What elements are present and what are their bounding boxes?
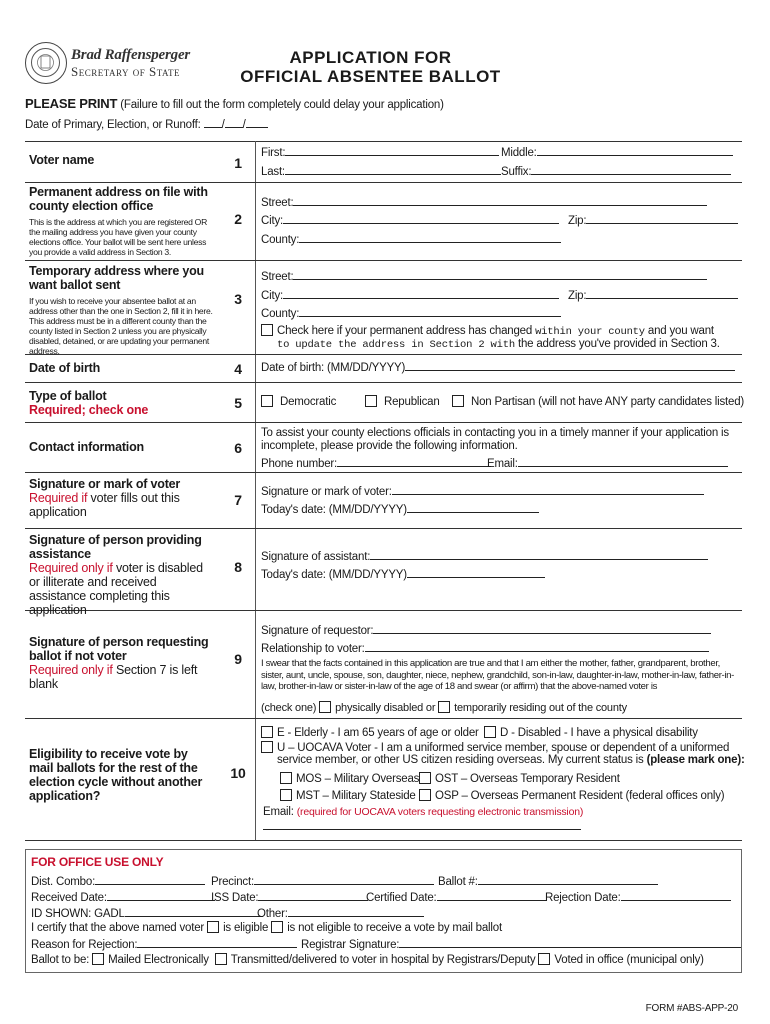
uocava-label: U – UOCAVA Voter - I am a uniformed service member, spouse or dependent of a uniformed — [277, 742, 730, 754]
email-label: Email: — [487, 458, 518, 470]
section-7-number: 7 — [234, 492, 242, 508]
city-label: City: — [261, 215, 284, 227]
section-voter-name — [25, 141, 742, 183]
election-day-field[interactable] — [225, 117, 243, 128]
voter-signature-label: Signature or mark of voter: — [261, 486, 392, 498]
ballot-number-label: Ballot #: — [438, 876, 478, 888]
uocava-text-3: (please mark one): — [646, 754, 745, 766]
address-changed-text-d: to update the address in Section 2 with — [277, 339, 515, 351]
uocava-text-2: service member, or other US citizen residing overseas. My current status is — [277, 754, 644, 766]
assistant-signature-label: Signature of assistant: — [261, 551, 371, 563]
section-9-required: Required only if — [29, 663, 113, 677]
registrar-signature-field[interactable] — [399, 937, 741, 948]
section-contact-info — [25, 423, 742, 473]
section-requestor-signature — [25, 611, 742, 719]
section-8-required: Required only if — [29, 561, 113, 575]
voter-date-label: Today's date: (MM/DD/YYYY) — [261, 504, 407, 516]
section-2-number: 2 — [234, 211, 242, 227]
is-eligible-checkbox[interactable] — [207, 921, 219, 933]
is-eligible-label: is eligible — [223, 922, 269, 934]
section-voter-signature — [25, 473, 742, 529]
section-6-number: 6 — [234, 440, 242, 456]
section-1-label: Voter name — [29, 153, 95, 167]
section-7-label: Signature or mark of voter — [29, 477, 181, 491]
temporary-county-field[interactable] — [299, 306, 561, 317]
last-name-field[interactable] — [285, 164, 501, 175]
temporary-zip-field[interactable] — [586, 288, 738, 299]
voted-checkbox[interactable] — [538, 953, 550, 965]
middle-name-label: Middle: — [501, 147, 537, 159]
section-8-number: 8 — [234, 559, 242, 575]
section-8-label: Signature of person providing assistance — [29, 533, 202, 561]
voter-signature-field[interactable] — [392, 484, 704, 495]
street-label: Street: — [261, 271, 294, 283]
ost-checkbox[interactable] — [419, 772, 431, 784]
official-title: Secretary of State — [71, 64, 181, 79]
mailed-label: Mailed Electronically — [108, 954, 209, 966]
mos-label: MOS – Military Overseas — [296, 773, 420, 785]
contact-email-field[interactable] — [518, 456, 728, 467]
zip-label: Zip: — [568, 215, 587, 227]
section-assistant-signature — [25, 529, 742, 617]
office-use-title: FOR OFFICE USE ONLY — [31, 855, 164, 869]
relationship-field[interactable] — [365, 641, 709, 652]
first-name-field[interactable] — [285, 145, 499, 156]
precinct-field[interactable] — [254, 874, 434, 885]
section-8-required-rest: voter is disabled or illiterate and received assistance completing this application — [29, 561, 203, 617]
election-year-field[interactable] — [246, 117, 268, 128]
other-field[interactable] — [288, 906, 424, 917]
requestor-signature-field[interactable] — [373, 623, 711, 634]
first-name-label: First: — [261, 147, 286, 159]
middle-name-field[interactable] — [537, 145, 733, 156]
ballot-number-field[interactable] — [478, 874, 658, 885]
form-title-line-2: OFFICIAL ABSENTEE BALLOT — [240, 67, 501, 86]
check-one-label: (check one) — [261, 702, 317, 714]
section-6-label: Contact information — [29, 440, 144, 454]
other-label: Other: — [257, 908, 288, 920]
osp-label: OSP – Overseas Permanent Resident (federal offices only) — [435, 790, 725, 802]
section-5-required: Required; check one — [29, 403, 149, 417]
section-4-label: Date of birth — [29, 361, 101, 375]
form-number: FORM #ABS-APP-20 — [645, 1003, 738, 1014]
certified-date-field[interactable] — [437, 890, 547, 901]
permanent-city-field[interactable] — [283, 213, 559, 224]
section-4-number: 4 — [234, 361, 242, 377]
dob-label: Date of birth: (MM/DD/YYYY) — [261, 362, 406, 374]
section-date-of-birth — [25, 355, 742, 383]
section-3-number: 3 — [234, 291, 242, 307]
democratic-checkbox[interactable] — [261, 395, 273, 407]
section-1-number: 1 — [234, 155, 242, 171]
temporary-city-field[interactable] — [283, 288, 559, 299]
permanent-county-field[interactable] — [299, 232, 561, 243]
democratic-label: Democratic — [280, 396, 337, 408]
republican-checkbox[interactable] — [365, 395, 377, 407]
section-9-required-rest: Section 7 is left blank — [29, 663, 198, 691]
mst-checkbox[interactable] — [280, 789, 292, 801]
section-eligibility — [25, 719, 745, 841]
phone-label: Phone number: — [261, 458, 338, 470]
rejection-date-field[interactable] — [621, 890, 731, 901]
section-5-label: Type of ballot — [29, 389, 107, 403]
nonpartisan-label: Non Partisan (will not have ANY party candidates listed) — [471, 396, 745, 408]
iss-date-label: ISS Date: — [211, 892, 259, 904]
suffix-label: Suffix: — [501, 166, 532, 178]
office-use-box — [25, 849, 742, 973]
certify-text: I certify that the above named voter — [31, 922, 205, 934]
transmitted-label: Transmitted/delivered to voter in hospital by Registrars/Deputy — [230, 954, 536, 966]
uocava-checkbox[interactable] — [261, 741, 273, 753]
physically-disabled-label: physically disabled or — [335, 702, 436, 714]
registrar-signature-label: Registrar Signature: — [301, 939, 400, 951]
dist-combo-field[interactable] — [95, 874, 205, 885]
id-shown-field[interactable] — [125, 906, 263, 917]
section-9-label: Signature of person requesting ballot if not voter — [29, 635, 209, 663]
address-changed-text-e: the address you've provided in Section 3. — [517, 338, 720, 350]
not-eligible-checkbox[interactable] — [271, 921, 283, 933]
physically-disabled-checkbox[interactable] — [319, 701, 331, 713]
iss-date-field[interactable] — [258, 890, 368, 901]
nonpartisan-checkbox[interactable] — [452, 395, 464, 407]
osp-checkbox[interactable] — [419, 789, 431, 801]
relationship-label: Relationship to voter: — [261, 643, 365, 655]
republican-label: Republican — [384, 396, 440, 408]
uocava-email-label: Email: — [263, 806, 294, 818]
uocava-email-note: (required for UOCAVA voters requesting electronic transmission) — [296, 806, 584, 818]
ballot-to-be-label: Ballot to be: — [31, 954, 90, 966]
temporarily-residing-label: temporarily residing out of the county — [454, 702, 627, 714]
election-month-field[interactable] — [204, 117, 222, 128]
uocava-email-field[interactable] — [263, 829, 581, 830]
id-shown-label: ID SHOWN: GADL — [31, 908, 125, 920]
section-7-required-rest: voter fills out this application — [29, 491, 180, 519]
voter-date-field[interactable] — [407, 502, 539, 513]
elderly-label: E - Elderly - I am 65 years of age or older — [277, 727, 479, 739]
section-temporary-address — [25, 261, 742, 355]
zip-label: Zip: — [568, 290, 587, 302]
disabled-label: D - Disabled - I have a physical disability — [500, 727, 698, 739]
section-10-number: 10 — [230, 765, 246, 781]
precinct-label: Precinct: — [211, 876, 254, 888]
swear-statement: I swear that the facts contained in this application are true and that I am either the mother, father, grandparent, brother, sister, aunt, uncle, spouse, son, daughter, niece, nephew, grandchild, son-in-law, daughter-in-law, mother-in-law, father-in-law, brother-in-law or sister-in-law of the age of 18 and swear (or affirm) that the above-named voter is — [261, 658, 735, 692]
state-seal — [25, 42, 67, 84]
section-ballot-type — [25, 383, 745, 423]
rejection-reason-label: Reason for Rejection: — [31, 939, 138, 951]
assistant-date-field[interactable] — [407, 567, 545, 578]
election-date-row: Date of Primary, Election, or Runoff: / / — [25, 117, 268, 131]
county-label: County: — [261, 234, 300, 246]
dist-combo-label: Dist. Combo: — [31, 876, 96, 888]
please-print-note: (Failure to fill out the form completely could delay your application) — [120, 99, 444, 111]
address-changed-text-c: and you want — [647, 325, 714, 337]
section-2-label: Permanent address on file with county election office — [29, 185, 208, 213]
assistant-date-label: Today's date: (MM/DD/YYYY) — [261, 569, 407, 581]
address-changed-text-a: Check here if your permanent address has changed — [277, 325, 533, 337]
city-label: City: — [261, 290, 284, 302]
rejection-date-label: Rejection Date: — [545, 892, 621, 904]
section-10-label: Eligibility to receive vote by mail ballots for the rest of the election cycle without another application? — [29, 747, 203, 803]
mailed-checkbox[interactable] — [92, 953, 104, 965]
section-7-required: Required if — [29, 491, 88, 505]
not-eligible-label: is not eligible to receive a vote by mail ballot — [287, 922, 502, 934]
voted-label: Voted in office (municipal only) — [554, 954, 704, 966]
address-changed-checkbox[interactable] — [261, 324, 273, 336]
rejection-reason-field[interactable] — [137, 937, 297, 948]
election-date-label: Date of Primary, Election, or Runoff: — [25, 119, 201, 131]
temporary-street-field[interactable] — [293, 269, 707, 280]
please-print: PLEASE PRINT — [25, 96, 118, 111]
mst-label: MST – Military Stateside — [296, 790, 416, 802]
section-3-note: If you wish to receive your absentee ballot at an address other than the one in Section 2, fill it in here. This address must be in a different county than the county listed in Section 2 unless you are physically disabled, detained, or are updating your permanent address. — [29, 296, 213, 356]
address-changed-text-b: within your county — [535, 326, 645, 338]
section-2-note: This is the address at which you are registered OR the mailing address you have given your county elections office. Your ballot will be sent here unless you provide a valid address in Section 3. — [29, 217, 207, 257]
phone-field[interactable] — [337, 456, 491, 467]
received-date-field[interactable] — [107, 890, 215, 901]
elderly-checkbox[interactable] — [261, 726, 273, 738]
received-date-label: Received Date: — [31, 892, 107, 904]
last-name-label: Last: — [261, 166, 285, 178]
transmitted-checkbox[interactable] — [215, 953, 227, 965]
temporarily-residing-checkbox[interactable] — [438, 701, 450, 713]
section-3-label: Temporary address where you want ballot sent — [29, 264, 204, 292]
street-label: Street: — [261, 197, 294, 209]
section-9-number: 9 — [234, 651, 242, 667]
suffix-field[interactable] — [531, 164, 731, 175]
county-label: County: — [261, 308, 300, 320]
disabled-checkbox[interactable] — [484, 726, 496, 738]
permanent-zip-field[interactable] — [586, 213, 738, 224]
mos-checkbox[interactable] — [280, 772, 292, 784]
official-name: Brad Raffensperger — [71, 47, 191, 63]
section-5-number: 5 — [234, 395, 242, 411]
ost-label: OST – Overseas Temporary Resident — [435, 773, 620, 785]
assistant-signature-field[interactable] — [370, 549, 708, 560]
requestor-signature-label: Signature of requestor: — [261, 625, 374, 637]
certified-date-label: Certified Date: — [366, 892, 437, 904]
please-print-line — [25, 96, 444, 111]
form-title-line-1: APPLICATION FOR — [289, 48, 452, 67]
section-permanent-address — [25, 183, 742, 261]
dob-field[interactable] — [405, 360, 735, 371]
contact-info-text: To assist your county elections officials in contacting you in a timely manner if your application is incomplete, please provide the following information. — [261, 427, 729, 452]
permanent-street-field[interactable] — [293, 195, 707, 206]
